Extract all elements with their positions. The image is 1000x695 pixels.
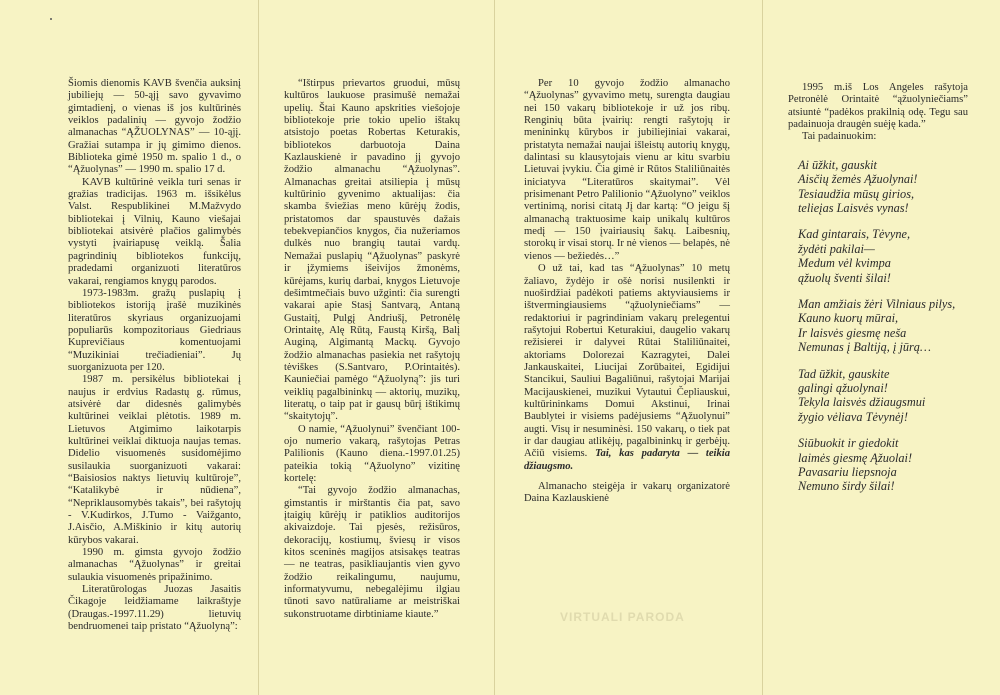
col1-paragraph-4: 1987 m. persikėlus bibliotekai į naujus ir erdvius Radastų g. rūmus, atsivėrė dar didesnės galimybės kultūrinei veiklai plėtotis. 1989 m. Lietuvos Atgimimo laikotarpis kultūrinei veiklai diktuoja naujas temas. Didelio visuomenės susidomėjimo susilaukia suorganizuoti vakarai: “Baisiosios naktys lietuvių kultūroje”, “Katalikybė ir nūdiena”, “Nepriklausomybės takais”, bei rašytojų - V.Kudirkos, J.Tumo - Vaižganto, J.Aisčio, A.Miškinio ir kitų autorių kūrybos vakarai. [68,374,241,546]
col3-paragraph-2-text: O už tai, kad tas “Ąžuolynas” 10 metų žaliavo, žydėjo ir ošė norisi nusilenkti ir nuoširdžiai padėkoti patiems aktyviausiems ir ištvermingiausiems “ąžuolyniečiams” — redaktoriui ir pagrindiniam vakarų prelegentui rašytojui Robertui Keturakiui, daugelio vakarų režisierei ir dalyvei Rūtai Staliliūnaitei, aktoriams Dolorezai Kazragytei, Dalei Jankauskaitei, Liucijai Zorūbaitei, Egidijui Stancikui, Sauliui Bagaliūnui, rašytojai Marijai Macijauskienei, muzikui Vytautui Čepliauskui, kultūrininkams Domui Akstinui, Irinai Baublytei ir visiems padėjusiems “Ąžuolynui” augti. Visų ir nesuminėsi. 150 vakarų, o tiek pat ir dar daugiau atlikėjų, pagalbininkų ir gerbėjų. Ačiū visiems. [524,263,730,460]
col3-closing-line: Tai, kas padaryta — teikia džiaugsmo. [524,448,731,472]
col3-paragraph-2 [524,263,730,473]
col4-paragraph-2: Tai padainuokim: [802,131,877,143]
poem-stanza-2: Kad gintarais, Tėvyne, žydėti pakilai— Medum vėl kvimpa ąžuolų šventi šilai! [798,227,911,285]
col2-paragraph-1: “Ištirpus prievartos gruodui, mūsų kultūros laukuose prasimušė nemažai upelių. Štai Kauno apskrities viešojoje bibliotekoje prie tokio upelio ištakų atsistojo poetas Robertas Keturakis, bibliotekos darbuotoja Daina Kazlauskienė ir pavadino jį gyvojo žodžio almanachu “Ąžuolynas”. Almanachas greitai atsiliepia į mūsų kultūrinio gyvenimo aktualijas: čia skamba šviežias meno kūrėjų žodis, pristatomos dar spaustuvės dažais tebekvepiančios knygos, čia nužeriamos dulkės nuo brangių tautai vardų. Nemažai puslapių “Ąžuolynas” paskyrė ir įžymiems išeivijos žmonėms, kūrėjams, kurių darbai, knygos Lietuvoje dešimtmečiais buvo užginti: čia surengti vakarai apie Stasį Santvarą, Antaną Gustaitį, Pulgį Andriušį, Petronėlę Orintaitę, Alę Rūtą, Faustą Kiršą, Balį Auginą, Algimantą Mackų. Gyvojo žodžio almanachas pasiekia net rašytojų tėviškes (S.Santvaro, P.Orintaitės). Kauniečiai pamėgo “Ąžuolyną”: jis turi veiklių pagalbininkų — aktorių, muzikų, literatų, o taip pat ir gausų būrį ištikimų “skaitytojų”. [284,78,460,423]
poem [788,158,968,494]
col1-paragraph-1: Šiomis dienomis KAVB švenčia auksinį jubiliejų — 50-ąjį savo gyvavimo gimtadienį, o vienas iš jos kultūrinės veiklos padalinių — gyvojo žodžio almanachas “ĄŽUOLYNAS” — 10-ąjį. Gražiai sutampa ir jų gimimo dienos. Biblioteka gimė 1950 m. spalio 1 d., o “Ąžuolynas” — 1990 m. spalio 17 d. [68,78,241,176]
column-1 [68,78,241,633]
col4-paragraph-1: 1995 m.iš Los Angeles rašytoja Petronėlė Orintaitė “ąžuolyniečiams” atsiuntė “padėkos prakilnią odę. Tegu sau padainuoja draugėn suėję kada.” [788,82,968,131]
fold-line-2 [494,0,495,695]
col3-paragraph-3: Almanacho steigėja ir vakarų organizatorė Daina Kazlauskienė [524,481,730,505]
col1-paragraph-5: 1990 m. gimsta gyvojo žodžio almanachas “Ąžuolynas” ir greitai sulaukia visuomenės pripažinimo. [68,547,241,583]
col3-paragraph-1: Per 10 gyvojo žodžio almanacho “Ąžuolynas” gyvavimo metų, surengta daugiau nei 150 vakarų bibliotekoje ir už jos ribų. Renginių būta įvairių: rengti rašytojų ir menininkų kūrybos ir jubiliejiniai vakarai, pristatyta nemažai naujai išleistų autorių knygų, dalintasi su klausytojais vienu ar kitu svarbiu Lietuvai įvykiu. Čia gimė ir Rūtos Staliliūnaitės iniciatyva “Literatūros skaitymai”. Vėl prisimenant Petro Palilionio “Ąžuolyno” veiklos vertinimą, norisi citatą Jį dar kartą: “O jeigu šį almanachą traktuosime kaip unikalų kultūros medį — 150 įvairiausių šakų. Laibesnių, storokų ir visai storų. Ir nė vienos — belapės, nė vienos — bežiedės…” [524,78,730,262]
poem-stanza-1: Ai ūžkit, gauskit Aisčių žemės Ąžuolynai! Tesiaudžia mūsų girios, telieįas Laisvės vynas! [798,157,918,215]
poem-stanza-4: Tad ūžkit, gauskite galingi ąžuolynai! Tekyla laisvės džiaugsmui žygio vėliava Tėvynėj! [798,366,926,424]
fold-line-1 [258,0,259,695]
col2-paragraph-3: “Tai gyvojo žodžio almanachas, gimstantis ir mirštantis čia pat, savo įtaigių kūrėjų ir patiklios auditorijos akivaizdoje. Tai pjesės, režisūros, dekoracijų, kostiumų, šviesų ir visos kitos sceninės magijos atsisakęs teatras — ne teatras, pasikliaujantis vien gyvo žodžio reikalingumu, naujumu, informatyvumu, nebegalėjimu ilgiau tūnoti savo natūraliame ar meistriškai sukonstruotame dirbtiniame kiaute.” [284,485,460,620]
faint-watermark: VIRTUALI PARODA [560,610,685,624]
column-4 [788,82,968,506]
col1-paragraph-6: Literatūrologas Juozas Jasaitis Čikagoje leidžiamame laikraštyje (Draugas.-1997.11.29) lietuvių bendruomenei taip pristato “Ąžuolyną”: [68,584,241,633]
speck [50,18,52,20]
col2-paragraph-2: O namie, “Ąžuolynui” švenčiant 100-ojo numerio vakarą, rašytojas Petras Palilionis (Kauno diena.-1997.01.25) pateikia tokią “Ąžuolyno” vizitinę kortelę: [284,423,460,484]
poem-stanza-5: Siūbuokit ir giedokit laimės giesmę Ąžuolai! Pavasariu liepsnoja Nemuno širdy šilai! [798,436,913,494]
column-3 [524,78,730,506]
col1-paragraph-3: 1973-1983m. gražų puslapių į bibliotekos istoriją įrašė muzikinės literatūros skyriaus organizuojami populiarūs kompozitoriaus Giedriaus Kuprevičiaus komentuojami “Muzikiniai trečiadieniai”. Jų suorganizuota per 120. [68,287,241,373]
col1-paragraph-2: KAVB kultūrinė veikla turi senas ir gražias tradicijas. 1963 m. išsikėlus Valst. Respublikinei M.Mažvydo bibliotekai į Vilnių, Kauno viešajai bibliotekai atsivėrė plačios galimybės vystyti įvairiapusę veiklą. Šalia pagrindinių bibliotekos funkcijų, pradedami organizuoti literatūros vakarai, rengiamos knygų parodos. [68,176,241,287]
column-2 [284,78,460,621]
poem-stanza-3: Man amžiais žėri Vilniaus pilys, Kauno kuorų mūrai, Ir laisvės giesmę neša Nemunas į Baltiją, į jūrą… [798,296,956,355]
fold-line-3 [762,0,763,695]
